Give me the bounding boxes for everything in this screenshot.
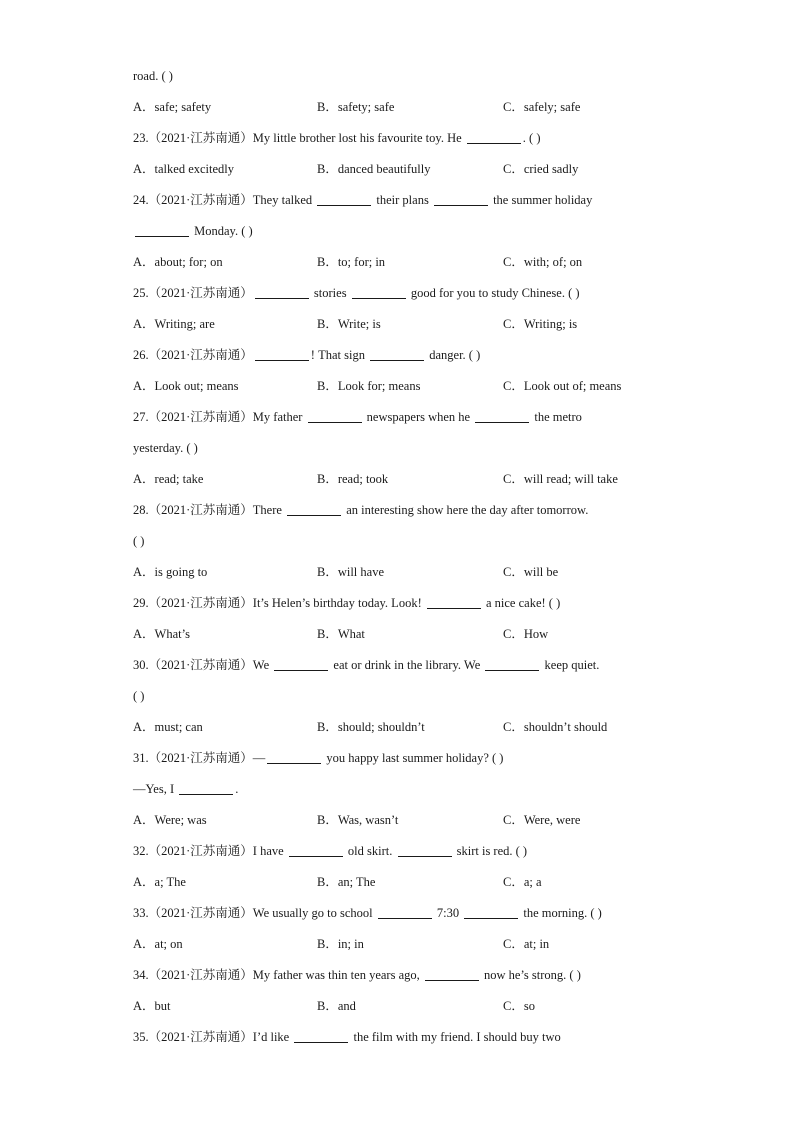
question-text: stories [310, 286, 350, 300]
answer-blank [378, 904, 432, 919]
question-text: you happy last summer holiday? ( ) [323, 751, 504, 765]
option-c: C．will read; will take [503, 472, 618, 486]
question-line [133, 838, 673, 869]
question-text: ( ) [133, 689, 145, 703]
question-text: road. ( ) [133, 69, 173, 83]
question-text: eat or drink in the library. We [330, 658, 484, 672]
question-text: 27.（2021·江苏南通）My father [133, 410, 306, 424]
options-row [133, 249, 673, 280]
question-text-line [133, 528, 673, 559]
answer-blank [179, 780, 233, 795]
option-c: C．shouldn’t should [503, 720, 608, 734]
options-row [133, 373, 673, 404]
options-row [133, 559, 673, 590]
question-text: newspapers when he [363, 410, 474, 424]
option-b: B．Look for; means [317, 379, 421, 393]
question-text: danger. ( ) [426, 348, 481, 362]
options-row [133, 931, 673, 962]
option-c: C．Writing; is [503, 317, 578, 331]
options-row [133, 156, 673, 187]
question-text: an interesting show here the day after tomorrow. [343, 503, 589, 517]
option-c: C．Look out of; means [503, 379, 622, 393]
answer-blank [255, 346, 309, 361]
option-a: A．safe; safety [133, 100, 212, 114]
question-text-line [133, 63, 673, 94]
option-a: A．Writing; are [133, 317, 215, 331]
option-b: B．will have [317, 565, 385, 579]
option-c: C．at; in [503, 937, 550, 951]
option-a: A．Were; was [133, 813, 207, 827]
option-b: B．Was, wasn’t [317, 813, 399, 827]
option-b: B．to; for; in [317, 255, 386, 269]
answer-blank [274, 656, 328, 671]
option-b: B．Write; is [317, 317, 381, 331]
question-line [133, 590, 673, 621]
question-text: the morning. ( ) [520, 906, 602, 920]
question-text: 30.（2021·江苏南通）We [133, 658, 273, 672]
question-text: ! That sign [310, 348, 369, 362]
answer-blank [255, 284, 309, 299]
question-text: the film with my friend. I should buy two [350, 1030, 561, 1044]
option-c: C．will be [503, 565, 559, 579]
question-text-line [133, 683, 673, 714]
option-c: C．How [503, 627, 549, 641]
answer-blank [475, 408, 529, 423]
question-text: a nice cake! ( ) [482, 596, 561, 610]
question-text: —Yes, I [133, 782, 178, 796]
option-b: B．an; The [317, 875, 376, 889]
option-a: A．a; The [133, 875, 186, 889]
question-text: 34.（2021·江苏南通）My father was thin ten years ago, [133, 968, 423, 982]
options-row [133, 311, 673, 342]
option-b: B．should; shouldn’t [317, 720, 425, 734]
option-c: C．so [503, 999, 535, 1013]
question-text: 29.（2021·江苏南通）It’s Helen’s birthday today. Look! [133, 596, 425, 610]
question-text: skirt is red. ( ) [453, 844, 528, 858]
option-a: A．at; on [133, 937, 183, 951]
answer-blank [398, 842, 452, 857]
question-text: 28.（2021·江苏南通）There [133, 503, 286, 517]
answer-blank [352, 284, 406, 299]
option-a: A．is going to [133, 565, 208, 579]
question-line [133, 218, 673, 249]
answer-blank [317, 191, 371, 206]
question-text: their plans [373, 193, 432, 207]
question-line [133, 342, 673, 373]
question-line [133, 1024, 673, 1055]
question-line [133, 962, 673, 993]
question-text: old skirt. [344, 844, 396, 858]
option-a: A．read; take [133, 472, 204, 486]
option-a: A．about; for; on [133, 255, 223, 269]
option-b: B．danced beautifully [317, 162, 431, 176]
option-b: B．in; in [317, 937, 364, 951]
question-text: 31.（2021·江苏南通）— [133, 751, 266, 765]
options-row [133, 807, 673, 838]
option-c: C．with; of; on [503, 255, 583, 269]
answer-blank [425, 966, 479, 981]
question-line [133, 280, 673, 311]
options-row [133, 714, 673, 745]
option-c: C．Were, were [503, 813, 581, 827]
options-row [133, 94, 673, 125]
answer-blank [467, 129, 521, 144]
question-text: Monday. ( ) [191, 224, 253, 238]
question-line [133, 125, 673, 156]
question-text: . ( ) [522, 131, 541, 145]
option-b: B．read; took [317, 472, 389, 486]
question-text-line [133, 435, 673, 466]
option-a: A．must; can [133, 720, 203, 734]
worksheet-page [133, 63, 673, 1055]
question-text: now he’s strong. ( ) [480, 968, 581, 982]
option-a: A．What’s [133, 627, 190, 641]
answer-blank [135, 222, 189, 237]
question-text: 24.（2021·江苏南通）They talked [133, 193, 316, 207]
question-text: yesterday. ( ) [133, 441, 198, 455]
answer-blank [289, 842, 343, 857]
options-row [133, 621, 673, 652]
option-c: C．cried sadly [503, 162, 579, 176]
options-row [133, 993, 673, 1024]
question-line [133, 652, 673, 683]
answer-blank [434, 191, 488, 206]
question-text: the metro [531, 410, 582, 424]
question-line [133, 187, 673, 218]
question-text: . [235, 782, 239, 796]
question-text: 35.（2021·江苏南通）I’d like [133, 1030, 293, 1044]
option-a: A．Look out; means [133, 379, 239, 393]
question-line [133, 497, 673, 528]
question-text: 25.（2021·江苏南通） [133, 286, 253, 300]
question-text: 26.（2021·江苏南通） [133, 348, 253, 362]
answer-blank [485, 656, 539, 671]
answer-blank [267, 749, 321, 764]
question-text: keep quiet. [541, 658, 600, 672]
options-row [133, 466, 673, 497]
question-line [133, 745, 673, 776]
option-b: B．safety; safe [317, 100, 395, 114]
question-text: good for you to study Chinese. ( ) [407, 286, 580, 300]
question-text: the summer holiday [489, 193, 593, 207]
answer-blank [464, 904, 518, 919]
answer-blank [308, 408, 362, 423]
answer-blank [427, 594, 481, 609]
options-row [133, 869, 673, 900]
answer-blank [370, 346, 424, 361]
option-a: A．talked excitedly [133, 162, 235, 176]
option-c: C．a; a [503, 875, 542, 889]
question-text: ( ) [133, 534, 145, 548]
option-b: B．What [317, 627, 365, 641]
question-line [133, 404, 673, 435]
option-a: A．but [133, 999, 171, 1013]
question-text: 32.（2021·江苏南通）I have [133, 844, 287, 858]
option-c: C．safely; safe [503, 100, 581, 114]
option-b: B．and [317, 999, 356, 1013]
answer-blank [287, 501, 341, 516]
question-line [133, 900, 673, 931]
question-text: 7:30 [433, 906, 463, 920]
question-line [133, 776, 673, 807]
question-text: 23.（2021·江苏南通）My little brother lost his favourite toy. He [133, 131, 465, 145]
question-text: 33.（2021·江苏南通）We usually go to school [133, 906, 376, 920]
answer-blank [294, 1028, 348, 1043]
